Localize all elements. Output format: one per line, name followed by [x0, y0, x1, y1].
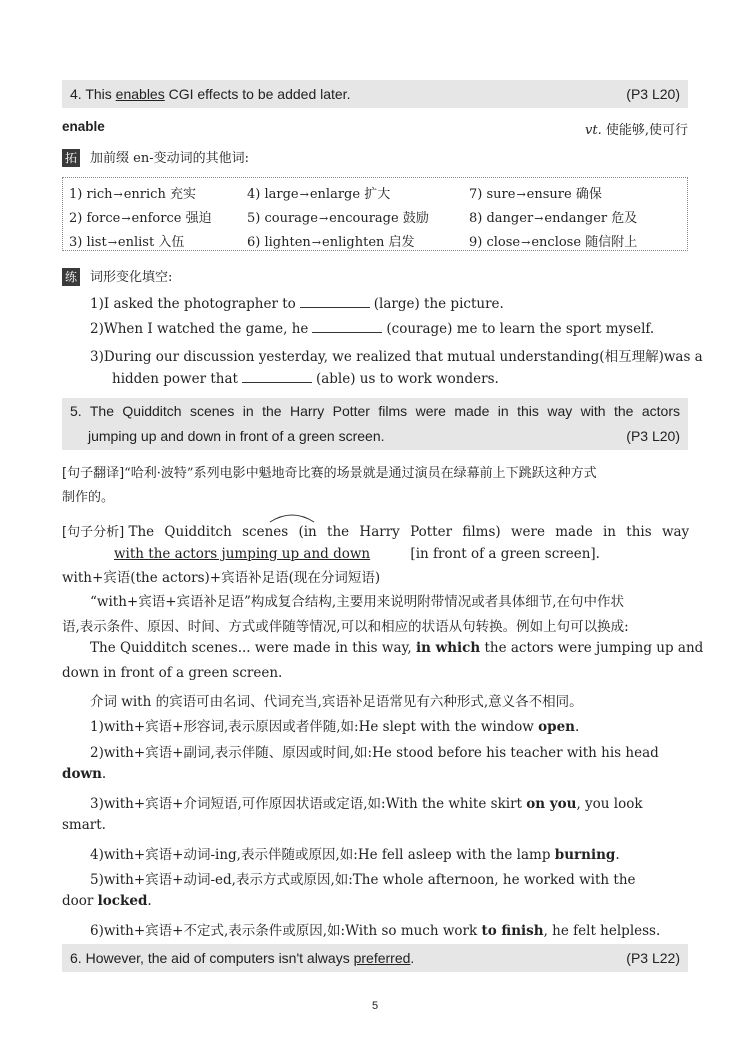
rule-4: 4)with+宾语+动词-ing,表示伴随或原因,如:He fell asleep with the lamp burning.	[90, 847, 620, 863]
sentence-reference: (P3 L20)	[626, 86, 680, 102]
vocab-pos: vt.	[585, 123, 602, 138]
sentence-number: 4.	[70, 86, 82, 102]
word-item: 2) force→enforce 强迫	[69, 211, 212, 226]
practice-tag: 练	[62, 268, 80, 286]
answer-blank[interactable]	[312, 320, 382, 333]
answer-blank[interactable]	[300, 295, 370, 308]
word-item: 1) rich→enrich 充实	[69, 187, 196, 202]
sentence-bar-6	[62, 944, 688, 972]
word-item: 7) sure→ensure 确保	[469, 187, 602, 202]
word-item: 3) list→enlist 入伍	[69, 235, 185, 250]
rule-6: 6)with+宾语+不定式,表示条件或原因,如:With so much work to finish, he felt helpless.	[90, 923, 661, 939]
sentence-bar-5	[62, 398, 688, 450]
word-item: 6) lighten→enlighten 启发	[247, 235, 415, 250]
translation-label: [句子翻译]	[62, 466, 125, 481]
translation-line-1: [句子翻译]“哈利·波特”系列电影中魁地奇比赛的场景就是通过演员在绿幕前上下跳跃这种方式	[62, 466, 597, 481]
word-item: 5) courage→encourage 鼓励	[247, 211, 429, 226]
vocab-word: enable	[62, 119, 105, 134]
sentence-bar-4	[62, 80, 688, 108]
word-item: 4) large→enlarge 扩大	[247, 187, 391, 202]
en-prefix-word-box	[62, 177, 688, 251]
extend-title: 加前缀 en-变动词的其他词:	[90, 151, 249, 166]
extend-header	[62, 147, 249, 167]
analysis-para-3: 介词 with 的宾语可由名词、代词充当,宾语补足语常见有六种形式,意义各不相同。	[90, 694, 583, 710]
vocab-definition	[585, 119, 688, 138]
sentence-reference: (P3 L22)	[626, 950, 680, 966]
rule-5: 5)with+宾语+动词-ed,表示方式或原因,如:The whole afternoon, he worked with the	[90, 872, 636, 888]
analysis-para-1a: “with+宾语+宾语补足语”构成复合结构,主要用来说明附带情况或者具体细节,在句中作状	[90, 594, 625, 610]
vocab-meaning: 使能够,使可行	[605, 123, 688, 138]
with-structure-underline: with the actors jumping up and down	[114, 546, 371, 562]
rule-2: 2)with+宾语+副词,表示伴随、原因或时间,如:He stood before his teacher with his head	[90, 745, 659, 761]
analysis-line-2: with the actors jumping up and down [in front of a green screen].	[114, 546, 600, 562]
key-word: enables	[115, 86, 165, 102]
key-word: preferred	[353, 950, 411, 966]
rule-1: 1)with+宾语+形容词,表示原因或者伴随,如:He slept with the window open.	[90, 719, 580, 735]
page-number: 5	[371, 1000, 379, 1012]
sentence-text: However, the aid of computers isn't always preferred.	[85, 950, 415, 966]
sentence-text-line-1: 5. The Quidditch scenes in the Harry Potter films were made in this way with the actors	[70, 403, 680, 419]
rule-3: 3)with+宾语+介词短语,可作原因状语或定语,如:With the white skirt on you, you look	[90, 796, 643, 812]
answer-blank[interactable]	[242, 370, 312, 383]
sentence-text: This enables CGI effects to be added later.	[85, 86, 351, 102]
practice-question-3: 3)During our discussion yesterday, we realized that mutual understanding(相互理解)was a	[90, 349, 703, 365]
rule-2-cont: down.	[62, 766, 107, 782]
analysis-label: [句子分析]	[62, 525, 125, 540]
sentence-number: 6.	[70, 950, 82, 966]
analysis-para-2a: The Quidditch scenes... were made in this way, in which the actors were jumping up and	[90, 640, 704, 656]
practice-question-3-cont: hidden power that (able) us to work wonders.	[112, 371, 499, 387]
sentence-reference: (P3 L20)	[626, 428, 680, 444]
practice-title: 词形变化填空:	[90, 270, 173, 285]
analysis-para-2b: down in front of a green screen.	[62, 665, 283, 681]
translation-line-2: 制作的。	[62, 490, 115, 505]
practice-question-2: 2)When I watched the game, he (courage) me to learn the sport myself.	[90, 321, 655, 337]
word-item: 9) close→enclose 随信附上	[469, 235, 638, 250]
word-item: 8) danger→endanger 危及	[469, 211, 638, 226]
practice-question-1: 1)I asked the photographer to (large) the picture.	[90, 296, 504, 312]
analysis-para-1b: 语,表示条件、原因、时间、方式或伴随等情况,可以和相应的状语从句转换。例如上句可以换成:	[62, 619, 629, 635]
practice-header	[62, 266, 172, 286]
analysis-line-1: [句子分析] The Quidditch scenes (in the Harry Potter films) were made in this way	[62, 524, 690, 540]
sentence-text-line-2: jumping up and down in front of a green screen. (P3 L20)	[70, 424, 680, 449]
rule-5-cont: door locked.	[62, 893, 152, 909]
extend-tag: 拓	[62, 149, 80, 167]
analysis-structure: with+宾语(the actors)+宾语补足语(现在分词短语)	[62, 570, 381, 586]
rule-3-cont: smart.	[62, 817, 106, 833]
